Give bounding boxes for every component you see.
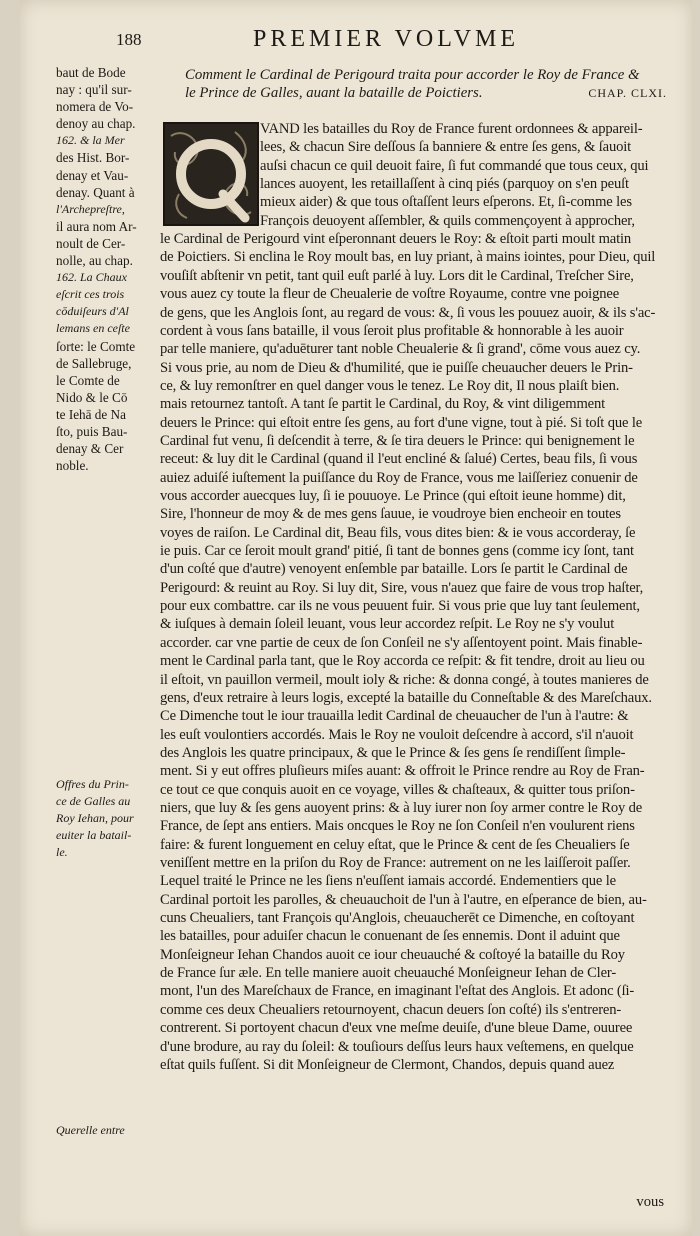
body-line: Lequel traité le Prince ne les ſiens n'euſſent iamais accordé. Endementiers que le: [160, 873, 616, 890]
margin-note-line: nay : qu'il sur-: [56, 82, 132, 98]
body-line: ce tout ce que conquis auoit en ce voyage, villes & chaſteaux, & quitter tous priſon-: [160, 781, 635, 798]
body-line: vous accorder auecques luy, ſi ie pouuoye. Le Prince (qui eſtoit ieune homme) dit,: [160, 488, 626, 504]
body-line: accorder. car vne partie de ceux de ſon Conſeil ne s'y aſſentoyent point. Mais finable-: [160, 634, 643, 651]
body-line: François deuoyent aſſembler, & quils commençoyent à approcher,: [260, 212, 635, 229]
body-line: contrerent. Si portoyent chacun d'eux vne meſme deuiſe, d'une bleue Dame, ouuree: [160, 1020, 633, 1037]
body-line: ce, & luy remonſtrer en quel danger vous le tenez. Le Roy dit, Il nous plaiſt bien.: [160, 377, 620, 394]
body-line: auſsi chacun ce quil deuoit faire, ſi fut commandé que tous ceux, qui: [260, 157, 649, 174]
body-line: pour eux combattre. car ils ne vous peuuent fuir. Si vous prie que luy tant ſeulement,: [160, 598, 640, 615]
margin-note-line: ce de Galles au: [56, 794, 131, 809]
body-line: niers, que luy & ſes gens auoyent prins: & à luy iurer non ſoy armer contre le Roy de: [160, 799, 643, 816]
body-line: receut: & luy dit le Cardinal (quand il l'eut encliné & ſalué) Certes, beau fils, ſi vous: [160, 451, 638, 468]
margin-note-line: 162. & la Mer: [56, 133, 125, 148]
body-line: Perigourd: & reuint au Roy. Si luy dit, Sire, vous n'auez que faire de vous trop haſter,: [160, 579, 644, 596]
body-line: deuers le Prince: qui eſtoit entre ſes gens, au fort d'une vigne, tout à pié. Si toſt que le: [160, 414, 643, 431]
margin-note-line: baut de Bode: [56, 65, 126, 80]
body-line: d'un coſté que d'autre) venoyent enſemble par bataille. Lors ſe partit le Cardinal de: [160, 561, 628, 578]
body-line: mont, l'un des Mareſchaux de France, en imaginant l'eſtat des Anglois. Et adonc (ſi-: [160, 983, 635, 1000]
margin-note-line: te Iehā de Na: [56, 406, 126, 422]
body-line: de gens, que les Anglois ſont, au regard de vous: &, ſi vous les pouuez auoir, & ils s'ac-: [160, 304, 656, 321]
body-line: le Cardinal de Perigourd vint eſperonnant deuers le Roy: & eſtoit parti moult matin: [160, 231, 632, 248]
margin-note: [56, 776, 134, 861]
body-line: veniſſent mettre en la priſon du Roy de France: autrement on ne les laiſſeroit paſſer.: [160, 855, 631, 871]
body-line: mieux aider) & que tous oſtaſſent leurs eſperons. Et, ſi-comme les: [260, 194, 632, 211]
margin-note: [56, 1122, 125, 1139]
margin-note-line: ſto, puis Bau-: [56, 423, 128, 439]
margin-note-line: denay & Cer: [56, 441, 124, 457]
margin-note-line: denoy au chap.: [56, 116, 136, 132]
page-number: 188: [116, 30, 142, 49]
margin-note-line: le Comte de: [56, 372, 120, 388]
chapter-heading: [185, 66, 685, 102]
body-line: ment. Si y eut offres pluſieurs miſes auant: & offroit le Prince rendre au Roy de Fran-: [160, 763, 645, 780]
body-line: & iuſques à demain ſoleil leuant, vous leur accordez reſpit. Le Roy ne s'y voulut: [160, 616, 615, 633]
margin-note-line: lemans en ceſte: [56, 321, 130, 336]
ornament-icon: [165, 124, 257, 224]
body-line: d'une brodure, au ray du ſoleil: & touſiours deſſus leurs haux veſtemens, en quelque: [160, 1038, 634, 1055]
body-line: par telle maniere, qu'aduēturer tant noble Cheualerie & ſi grand', cōme vous auez cy.: [160, 341, 641, 358]
margin-note-line: il aura nom Ar-: [56, 218, 137, 234]
body-line: vouſiſt abſtenir vn petit, tant quil euſt parlé à luy. Lors dit le Cardinal, Treſcher Sire,: [160, 267, 634, 284]
chapter-heading-line: le Prince de Galles, auant la bataille de Poictiers.: [185, 85, 483, 101]
margin-note-line: denay. Quant à: [56, 184, 135, 200]
body-line: auiez aduiſé iuſtement la puiſſance du Roy de France, vous me laiſſeriez conuenir de: [160, 469, 638, 486]
margin-note-line: noult de Cer-: [56, 235, 126, 251]
body-line: VAND les batailles du Roy de France furent ordonnees & appareil-: [260, 121, 643, 137]
margin-note-line: denay et Vau-: [56, 167, 129, 183]
body-line: lees, & chacun Sire deſſous ſa banniere & entre ſes gens, & ſauoit: [260, 139, 632, 156]
margin-note-line: des Hist. Bor-: [56, 150, 130, 166]
margin-note-line: nomera de Vo-: [56, 99, 134, 115]
running-title: PREMIER VOLVME: [253, 26, 520, 52]
margin-note-line: de Sallebruge,: [56, 355, 132, 371]
body-line: Cardinal portoit les parolles, & cheuauchoit de l'un à l'autre, en eſperance de bien, au-: [160, 891, 647, 908]
body-line: lances auoyent, les retaillaſſent à cinq piés (parquoy on s'en peuſt: [260, 176, 629, 193]
margin-note-line: eſcrit ces trois: [56, 287, 125, 302]
body-line: cuns Cheualiers, tant François qu'Anglois, cheuaucherēt ce Dimenche, en coſtoyant: [160, 910, 635, 927]
body-line: les batailles, pour aduiſer chacun le conuenant de ſes ennemis. Dont il aduint que: [160, 928, 620, 945]
margin-note-line: Offres du Prin-: [56, 777, 129, 791]
body-line: il eſtoit, vn pauillon vermeil, moult ioly & riche: & donna congé, à toutes manieres de: [160, 671, 649, 688]
margin-note-line: 162. La Chaux: [56, 270, 128, 285]
margin-note-line: cōduiſeurs d'Al: [56, 304, 129, 319]
body-line: Si vous prie, au nom de Dieu & d'humilité, que ie puiſſe cheuaucher deuers le Prin-: [160, 359, 633, 376]
body-line: vous auez cy toute la fleur de Cheualerie de voſtre Royaume, contre vne poignee: [160, 286, 620, 303]
margin-note-line: Nido & le Cō: [56, 389, 128, 405]
body-line: gens, d'eux retraire à leurs logis, excepté la bataille du Conneſtable & des Mareſchaux.: [160, 689, 652, 706]
margin-note-line: euiter la batail-: [56, 828, 132, 843]
chapter-label: CHAP. CLXI.: [588, 86, 667, 100]
body-line: ment le Cardinal parla tant, que le Roy accorda ce reſpit: & fit tendre, droit au lieu ou: [160, 653, 645, 670]
body-line: faire: & furent longuement en celuy eſtat, que le Prince & cent de ſes Cheualiers ſe: [160, 836, 630, 853]
margin-note-line: le.: [56, 845, 68, 860]
body-line: France, de ſept ans entiers. Mais oncques le Roy ne ſon Conſeil n'en voulurent riens: [160, 818, 635, 835]
body-line: de Poictiers. Si enclina le Roy moult bas, en luy priant, à mains iointes, pour Dieu, quil: [160, 249, 656, 266]
body-line: Sire, l'honneur de moy & de mes gens ſauue, ie voudroye bien encheoir en toutes: [160, 506, 621, 523]
margin-note-line: Roy Iehan, pour: [56, 811, 134, 826]
margin-note: [56, 64, 137, 474]
page-header: [20, 26, 692, 60]
body-line: cordent à vous ſans bataille, il vous ſeroit plus profitable & honnorable à les auoir: [160, 322, 624, 339]
body-line: des Anglois les quatre principaux, & que le Prince & ſes gens ſe rendiſſent ſimple-: [160, 744, 626, 761]
body-line: eſtat quils fuſſent. Si dit Monſeigneur de Clermont, Chandos, depuis quand auez: [160, 1056, 615, 1073]
margin-note-line: Querelle entre: [56, 1123, 125, 1137]
body-line: comme ces deux Cheualiers retournoyent, chacun deuers ſon coſté) ils s'entreren-: [160, 1001, 622, 1018]
chapter-heading-line: Comment le Cardinal de Perigourd traita pour accorder le Roy de France &: [185, 67, 640, 83]
margin-note-line: noble.: [56, 458, 89, 474]
body-line: ie puis. Car ce ſeroit moult grand' pitié, ſi tant de bonnes gens (comme icy ſont, tant: [160, 543, 634, 560]
catchword: vous: [636, 1194, 664, 1210]
book-page: [20, 0, 692, 1236]
body-line: Monſeigneur Iehan Chandos auoit ce iour cheuauché & coſtoyé la bataille du Roy: [160, 946, 625, 963]
body-line: Ce Dimenche tout le iour trauailla ledit Cardinal de cheuaucher de l'un à l'autre: &: [160, 708, 629, 725]
margin-note-line: ſorte: le Comte: [56, 338, 136, 354]
body-line: voyes de raiſon. Le Cardinal dit, Beau fils, vous dites bien: & ie vous accorderay, ſe: [160, 524, 636, 541]
body-line: Cardinal fut venu, ſi deſcendit à terre, & ſe tira deuers le Prince: qui benignement le: [160, 432, 635, 449]
margin-note-line: nolle, au chap.: [56, 253, 133, 269]
decorated-initial: [163, 122, 259, 226]
body-line: mais retournez tantoſt. A tant ſe partit le Cardinal, du Roy, & vint diligemment: [160, 396, 606, 413]
body-line: les euſt voulontiers accordés. Mais le Roy ne vouloit deſcendre à accord, s'il n'auoit: [160, 726, 634, 743]
body-line: de France ſur æle. En telle maniere auoit cheuauché Monſeigneur Iehan de Cler-: [160, 965, 617, 982]
margin-note-line: l'Archepreſtre,: [56, 201, 125, 216]
